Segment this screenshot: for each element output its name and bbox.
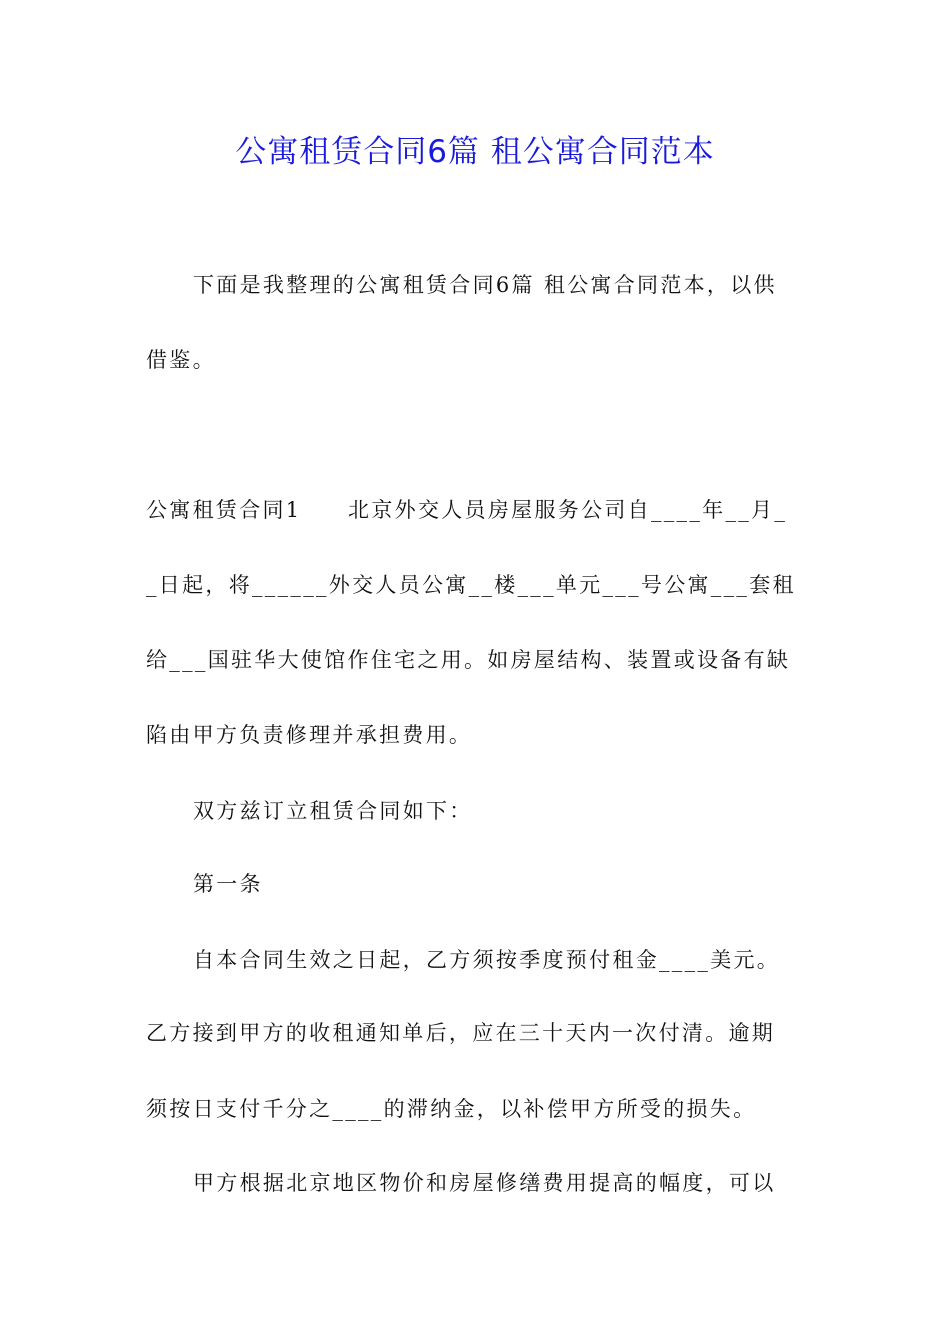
paragraph-line: _日起，将______外交人员公寓__楼___单元___号公寓___套租 [146,573,796,597]
paragraph-line: 第一条 [193,872,263,896]
paragraph-line: 双方兹订立租赁合同如下： [193,799,473,823]
paragraph-line: 须按日支付千分之____的滞纳金，以补偿甲方所受的损失。 [146,1097,757,1121]
paragraph-line: 下面是我整理的公寓租赁合同6篇 租公寓合同范本，以供 [193,273,777,297]
paragraph-line: 甲方根据北京地区物价和房屋修缮费用提高的幅度，可以 [193,1171,776,1195]
paragraph-line: 自本合同生效之日起，乙方须按季度预付租金____美元。 [193,948,781,972]
document-title: 公寓租赁合同6篇 租公寓合同范本 [235,134,715,170]
paragraph-line: 陷由甲方负责修理并承担费用。 [146,723,473,747]
paragraph-line: 公寓租赁合同1 北京外交人员房屋服务公司自____年__月_ [146,498,788,522]
paragraph-line: 给___国驻华大使馆作住宅之用。如房屋结构、装置或设备有缺 [146,648,791,672]
paragraph-line: 乙方接到甲方的收租通知单后，应在三十天内一次付清。逾期 [146,1021,776,1045]
paragraph-line: 借鉴。 [146,348,216,372]
